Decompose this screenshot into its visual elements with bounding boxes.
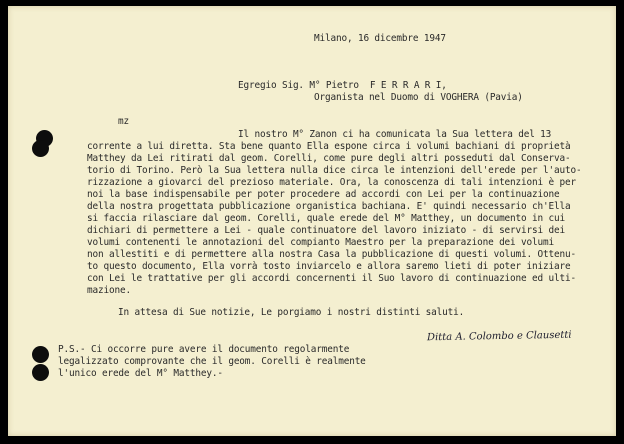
punch-hole	[32, 364, 49, 381]
reference-initials: mz	[118, 116, 129, 127]
body-line: mazione.	[87, 285, 131, 296]
body-line: dichiari di permettere a Lei - quale continuatore del lavoro iniziato - di servirsi dei	[87, 225, 565, 236]
body-line: torio di Torino. Però la Sua lettera nulla dice circa le intenzioni dell'erede per l'auto-	[87, 165, 582, 176]
closing-line: In attesa di Sue notizie, Le porgiamo i nostri distinti saluti.	[118, 307, 465, 318]
body-line: corrente a lui diretta. Sta bene quanto Ella espone circa i volumi bachiani di proprietà	[87, 141, 571, 152]
body-line: volumi contenenti le annotazioni del compianto Maestro per la preparazione dei volumi	[87, 237, 555, 248]
signature-stamp: Ditta A. Colombo e Clausetti	[426, 329, 572, 344]
body-line: rizzazione a giovarci del prezioso materiale. Ora, la conoscenza di tali intenzioni è per	[87, 177, 576, 188]
punch-hole	[32, 346, 49, 363]
postscript-line: l'unico erede del M° Matthey.-	[58, 368, 223, 379]
body-line: to questo documento, Ella vorrà tosto inviarcelo e allora saremo lieti di poter iniziare	[87, 261, 571, 272]
body-line: Matthey da Lei ritirati dal geom. Corelli, come pure degli altri posseduti dal Conserva-	[87, 153, 571, 164]
addressee-position: Organista nel Duomo di VOGHERA (Pavia)	[314, 92, 523, 103]
body-line: noi la base indispensabile per poter procedere ad accordi con Lei per la continuazione	[87, 189, 560, 200]
body-line: Il nostro M° Zanon ci ha comunicata la Sua lettera del 13	[238, 129, 552, 140]
body-line: non allestiti e di permettere alla nostra Casa la pubblicazione di questi volumi. Ottenu-	[87, 249, 576, 260]
punch-hole	[32, 140, 49, 157]
addressee-name: Egregio Sig. M° Pietro F E R R A R I,	[238, 80, 447, 91]
body-line: della nostra progettata pubblicazione organistica bachiana. E' quindi necessario ch'Ella	[87, 201, 571, 212]
postscript-line: P.S.- Ci occorre pure avere il documento regolarmente	[58, 344, 350, 355]
body-line: con Lei le trattative per gli accordi concernenti il Suo lavoro di continuazione ed ulti-	[87, 273, 576, 284]
letter-date: Milano, 16 dicembre 1947	[314, 33, 446, 44]
postscript-line: legalizzato comprovante che il geom. Corelli è realmente	[58, 356, 366, 367]
body-line: si faccia rilasciare dal geom. Corelli, quale erede del M° Matthey, un documento in cui	[87, 213, 565, 224]
